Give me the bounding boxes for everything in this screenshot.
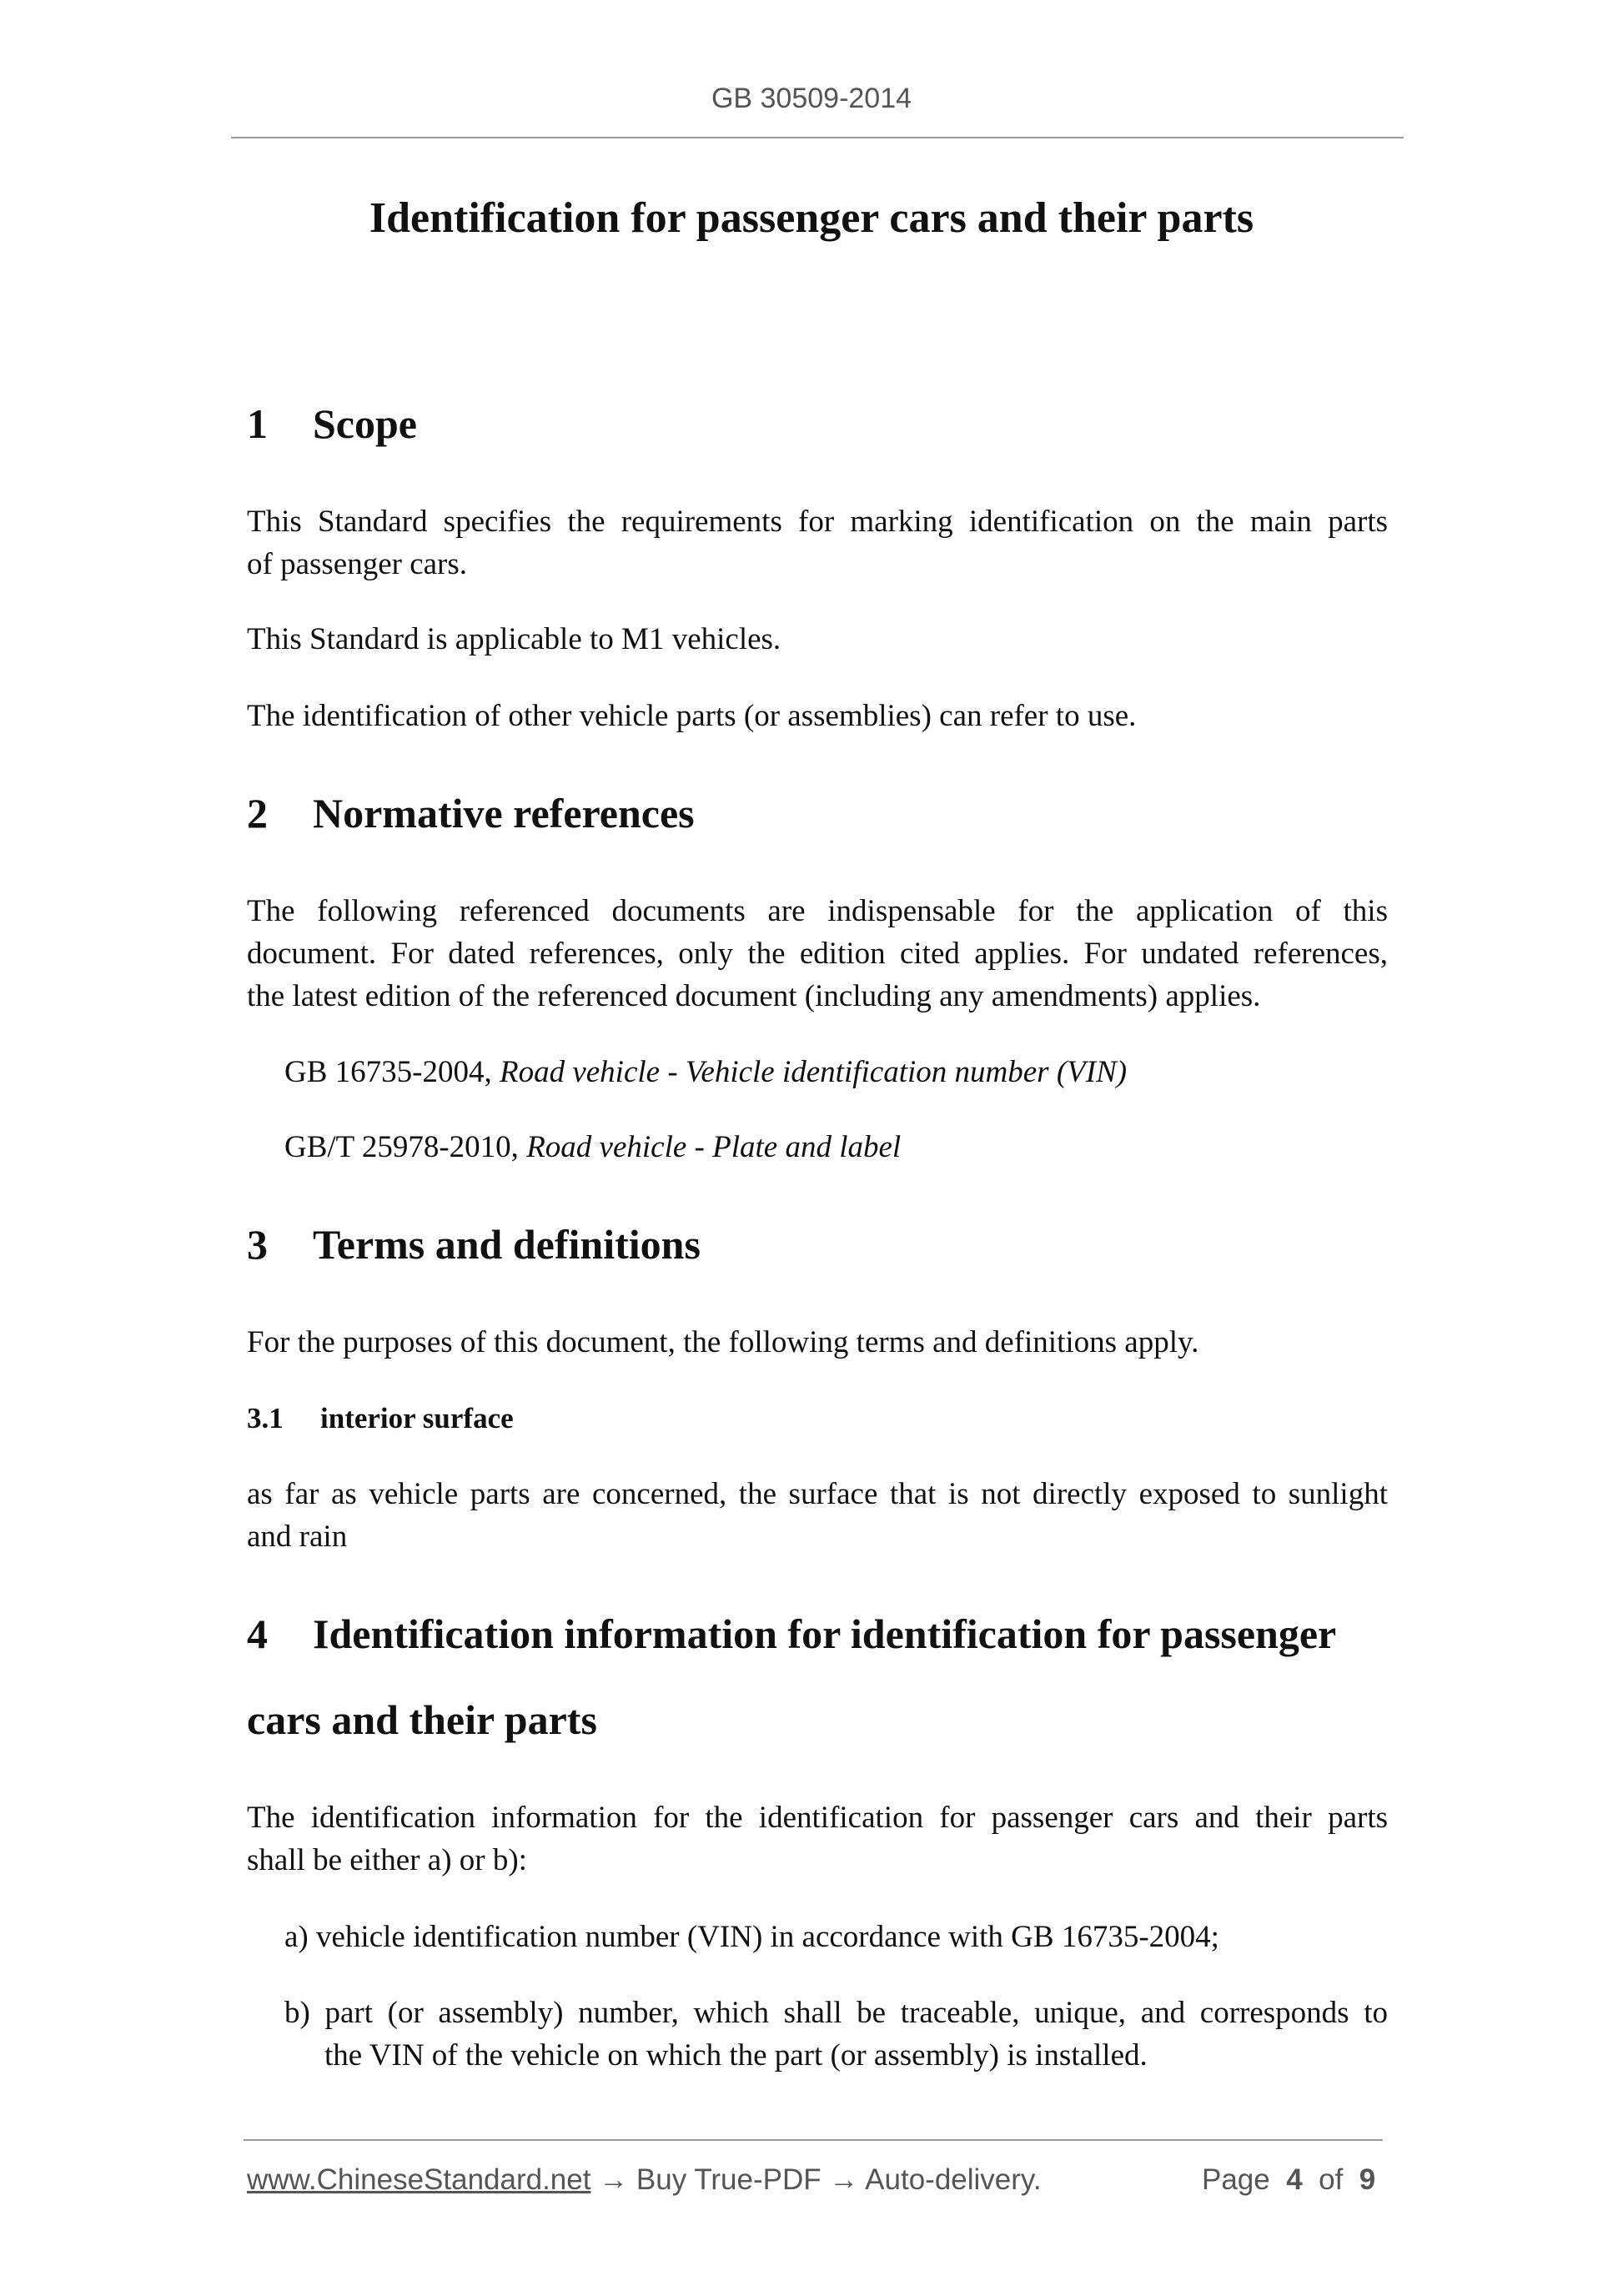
paragraph-line: shall be either a) or b): [247, 1843, 527, 1877]
list-item-b-cont: the VIN of the vehicle on which the part (or assembly) is installed. [324, 2038, 1148, 2072]
footer-text: → Buy True-PDF → Auto-delivery. [590, 2163, 1042, 2196]
list-item-b: b) part (or assembly) number, which shall be traceable, unique, and corresponds to [284, 1996, 1388, 2030]
page-label: Page [1202, 2163, 1270, 2196]
paragraph: For the purposes of this document, the following terms and definitions apply. [247, 1325, 1199, 1359]
section-heading: Scope [313, 400, 417, 447]
reference-code: GB/T 25978-2010, [284, 1130, 527, 1164]
page-indicator [1202, 2161, 1375, 2199]
paragraph-line: This Standard specifies the requirements for marking identification on the main parts [247, 505, 1388, 539]
footer-rule [244, 2139, 1383, 2141]
section-number: 2 [247, 790, 268, 837]
paragraph: The identification of other vehicle parts (or assemblies) can refer to use. [247, 699, 1137, 733]
definition-line: and rain [247, 1520, 348, 1554]
paragraph-line: The following referenced documents are indispensable for the application of this [247, 894, 1388, 928]
paragraph-line: The identification information for the identification for passenger cars and their parts [247, 1801, 1388, 1835]
paragraph-line: document. For dated references, only the edition cited applies. For undated references, [247, 937, 1388, 971]
section-heading: Normative references [313, 790, 695, 837]
section-number: 4 [247, 1610, 268, 1657]
page-total: 9 [1359, 2163, 1376, 2196]
header-rule [231, 137, 1404, 138]
reference-item [284, 1126, 1425, 1168]
section-heading: Terms and definitions [313, 1221, 701, 1268]
document-title: Identification for passenger cars and their parts [369, 194, 1254, 242]
paragraph-line: the latest edition of the referenced document (including any amendments) applies. [247, 979, 1261, 1013]
page-number: 4 [1286, 2163, 1303, 2196]
term-name: interior surface [320, 1402, 514, 1434]
footer-promo [247, 2161, 1042, 2199]
section-number: 1 [247, 400, 268, 447]
reference-item [284, 1051, 1425, 1093]
paragraph: This Standard is applicable to M1 vehicles. [247, 622, 781, 656]
paragraph-line: of passenger cars. [247, 547, 468, 581]
section-heading: Identification information for identification for passenger [313, 1610, 1337, 1657]
section-number: 3 [247, 1221, 268, 1268]
term-number: 3.1 [247, 1402, 284, 1434]
reference-code: GB 16735-2004, [284, 1055, 500, 1089]
definition-line: as far as vehicle parts are concerned, the surface that is not directly exposed to sunlight [247, 1477, 1388, 1511]
page-of: of [1319, 2163, 1344, 2196]
website-link[interactable]: www.ChineseStandard.net [247, 2163, 591, 2196]
header-doc-id: GB 30509-2014 [711, 83, 912, 114]
reference-title: Road vehicle - Vehicle identification number (VIN) [499, 1055, 1128, 1089]
reference-title: Road vehicle - Plate and label [526, 1130, 902, 1164]
list-item-a: a) vehicle identification number (VIN) in accordance with GB 16735-2004; [284, 1920, 1219, 1954]
section-heading-cont: cars and their parts [247, 1696, 597, 1743]
